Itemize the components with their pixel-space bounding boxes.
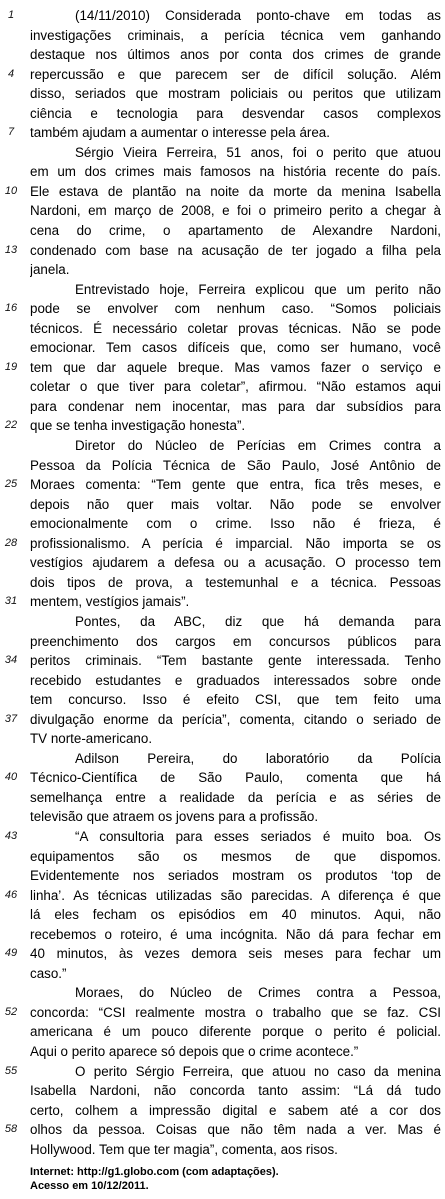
text-line (0, 6, 445, 26)
line-text: dois tipos de prova, a testemunhal e a técnica. Pessoas (30, 574, 441, 590)
line-text: (14/11/2010) Considerada ponto-chave em todas as (75, 8, 441, 23)
text-line (0, 1022, 445, 1042)
line-text: televisão que atraem os jovens para a profissão. (30, 809, 319, 825)
line-text: disso, seriados que mostram policiais ou peritos que utilizam (30, 86, 441, 102)
article-body (0, 6, 445, 1159)
line-text: Técnico-Científica de São Paulo, comenta que há (30, 770, 441, 786)
line-number: 37 (4, 712, 18, 725)
text-line (0, 632, 445, 652)
line-text: janela. (30, 262, 70, 278)
line-text: peritos criminais. “Tem bastante gente interessada. Tenho (30, 653, 441, 669)
line-number: 40 (4, 771, 18, 784)
text-line (0, 1120, 445, 1140)
text-line (0, 534, 445, 554)
line-text: americana é um pouco diferente porque o perito é policial. (30, 1024, 441, 1040)
line-text: emocionar. Tem casos difíceis que, como ser humano, você (30, 340, 441, 356)
text-line (0, 514, 445, 534)
line-text: Entrevistado hoje, Ferreira explicou que um perito não (75, 281, 441, 297)
line-number: 46 (4, 888, 18, 901)
text-line (0, 788, 445, 808)
line-text: Diretor do Núcleo de Perícias em Crimes contra a (75, 438, 441, 454)
text-line (0, 592, 445, 612)
line-text: repercussão e que parecem ser de difícil solução. Além (30, 66, 441, 82)
line-text: Moraes, do Núcleo de Crimes contra a Pessoa, (75, 985, 441, 1001)
text-line (0, 866, 445, 886)
line-text: Sérgio Vieira Ferreira, 51 anos, foi o perito que atuou (75, 144, 441, 160)
text-line (0, 436, 445, 456)
line-number: 28 (4, 536, 18, 549)
text-line (0, 983, 445, 1003)
text-line (0, 201, 445, 221)
text-line (0, 260, 445, 280)
line-number: 55 (4, 1064, 18, 1077)
line-text: mentem, vestígios jamais”. (30, 594, 190, 610)
text-line (0, 123, 445, 143)
line-text: condenado com base na acusação de ter jogado a filha pela (30, 242, 441, 258)
text-line (0, 1140, 445, 1160)
line-text: lá eles fecham os episódios em 40 minutos. Aqui, não (30, 907, 441, 923)
line-text: profissionalismo. A perícia é imparcial. Não importa se os (30, 535, 441, 551)
line-number: 43 (4, 829, 18, 842)
text-line (0, 182, 445, 202)
text-line (0, 749, 445, 769)
text-line (0, 944, 445, 964)
line-text: coletar o que tiver para coletar”, afirmou. “Não estamos aqui (30, 379, 441, 395)
text-line (0, 299, 445, 319)
line-number: 7 (7, 126, 15, 139)
line-text: linha’. As técnicas utilizadas são parecidas. A diferença é que (30, 887, 441, 903)
text-line (0, 1062, 445, 1082)
line-number: 58 (4, 1123, 18, 1136)
text-line (0, 397, 445, 417)
line-text: olhos da pessoa. Coisas que não têm nada a ver. Mas é (30, 1122, 441, 1138)
line-text: TV norte-americano. (30, 731, 153, 747)
line-text: Pessoa da Polícia Técnica de São Paulo, José Antônio de (30, 457, 441, 473)
line-number: 4 (7, 67, 15, 80)
text-line (0, 338, 445, 358)
line-text: Evidentemente nos seriados mostram os produtos ‘top de (30, 868, 441, 884)
text-line (0, 573, 445, 593)
line-text: “A consultoria para esses seriados é muito boa. Os (75, 828, 441, 844)
line-number: 52 (4, 1005, 18, 1018)
line-text: destaque nos últimos anos por conta dos crimes de grande (30, 47, 441, 63)
line-number: 49 (4, 947, 18, 960)
line-number: 16 (4, 302, 18, 315)
line-number: 19 (4, 360, 18, 373)
line-text: preenchimento dos cargos em concursos públicos para (30, 633, 441, 649)
text-line (0, 710, 445, 730)
text-line (0, 358, 445, 378)
line-text: para condenar nem inocentar, mas para dar subsídios para (30, 398, 441, 414)
line-text: Hollywood. Tem que ter magia”, comenta, aos risos. (30, 1141, 338, 1157)
text-line (0, 241, 445, 261)
text-line (0, 807, 445, 827)
line-text: Moraes comenta: “Tem gente que entra, fica três meses, e (30, 477, 441, 493)
text-line (0, 26, 445, 46)
line-text: Adilson Pereira, do laboratório da Polícia (75, 750, 441, 766)
line-text: Ele estava de plantão na noite da morte da menina Isabella (30, 183, 441, 199)
line-text: semelhança entre a realidade da perícia e as séries de (30, 789, 441, 805)
text-line (0, 221, 445, 241)
line-text: ciência e tecnologia para desvendar casos complexos (30, 105, 441, 121)
source-citation: Internet: http://g1.globo.com (com adaptações). (30, 1166, 279, 1178)
line-number: 22 (4, 419, 18, 432)
line-number: 10 (4, 184, 18, 197)
text-line (0, 827, 445, 847)
text-line (0, 729, 445, 749)
line-text: em um dos crimes mais famosos na história recente do país. (30, 164, 441, 180)
text-line (0, 319, 445, 339)
line-text: depois não quer mais voltar. Não pode se envolver (30, 496, 441, 512)
text-line (0, 475, 445, 495)
text-line (0, 612, 445, 632)
line-text: tem concurso. Isso é efeito CSI, que tem feito uma (30, 692, 441, 708)
text-line (0, 671, 445, 691)
line-text: vestígios ajudarem a defesa ou a acusação. O processo tem (30, 555, 441, 571)
text-line (0, 104, 445, 124)
text-line (0, 45, 445, 65)
text-line (0, 1081, 445, 1101)
text-line (0, 162, 445, 182)
line-text: Nardoni, em março de 2008, e foi o primeiro perito a chegar à (30, 203, 441, 219)
line-text: 40 minutos, às vezes demora seis meses para fechar um (30, 946, 441, 962)
text-line (0, 377, 445, 397)
access-date: Acesso em 10/12/2011. (30, 1180, 149, 1192)
line-text: Aqui o perito aparece só depois que o crime acontece.” (30, 1043, 359, 1059)
line-text: investigações criminais, a perícia técnica vem ganhando (30, 27, 441, 43)
line-text: certo, colhem a impressão digital e sabem até a cor dos (30, 1102, 441, 1118)
text-line (0, 143, 445, 163)
text-line (0, 768, 445, 788)
line-text: O perito Sérgio Ferreira, que atuou no caso da menina (75, 1063, 441, 1079)
line-number: 1 (7, 9, 15, 21)
text-line (0, 905, 445, 925)
line-text: também ajudam a aumentar o interesse pela área. (30, 125, 330, 141)
line-text: divulgação enorme da perícia”, comenta, citando o seriado de (30, 711, 441, 727)
line-text: Isabella Nardoni, não concorda tanto assim: “Lá dá tudo (30, 1083, 441, 1099)
line-text: recebemos o roteiro, é uma incógnita. Não dá para fechar em (30, 926, 441, 942)
line-text: caso.” (30, 965, 67, 981)
text-line (0, 495, 445, 515)
line-text: pode se envolver com nenhum caso. “Somos policiais (30, 301, 441, 317)
line-text: emocionalmente com o crime. Isso não é frieza, é (30, 516, 441, 532)
line-text: tem que dar aquele breque. Mas vamos fazer o serviço e (30, 359, 441, 375)
text-line (0, 925, 445, 945)
text-line (0, 280, 445, 300)
line-text: técnicos. É necessário coletar provas técnicas. Não se pode (30, 320, 441, 336)
text-line (0, 553, 445, 573)
line-text: concorda: “CSI realmente mostra o trabalho que se faz. CSI (30, 1004, 441, 1020)
text-line (0, 847, 445, 867)
text-line (0, 65, 445, 85)
line-number: 13 (4, 243, 18, 256)
text-line (0, 690, 445, 710)
text-line (0, 416, 445, 436)
text-line (0, 1101, 445, 1121)
line-number: 34 (4, 654, 18, 667)
text-line (0, 964, 445, 984)
line-text: Pontes, da ABC, diz que há demanda para (75, 613, 441, 629)
text-line (0, 886, 445, 906)
line-text: cena do crime, o apartamento de Alexandre Nardoni, (30, 223, 441, 239)
line-number: 31 (4, 595, 18, 608)
line-text: que se tenha investigação honesta”. (30, 418, 246, 434)
text-line (0, 1003, 445, 1023)
text-line (0, 651, 445, 671)
text-line (0, 1042, 445, 1062)
line-text: recebido estudantes e graduados interessados sobre onde (30, 672, 441, 688)
line-text: equipamentos são os mesmos de que dispomos. (30, 848, 441, 864)
line-number: 25 (4, 478, 18, 491)
text-line (0, 456, 445, 476)
text-line (0, 84, 445, 104)
